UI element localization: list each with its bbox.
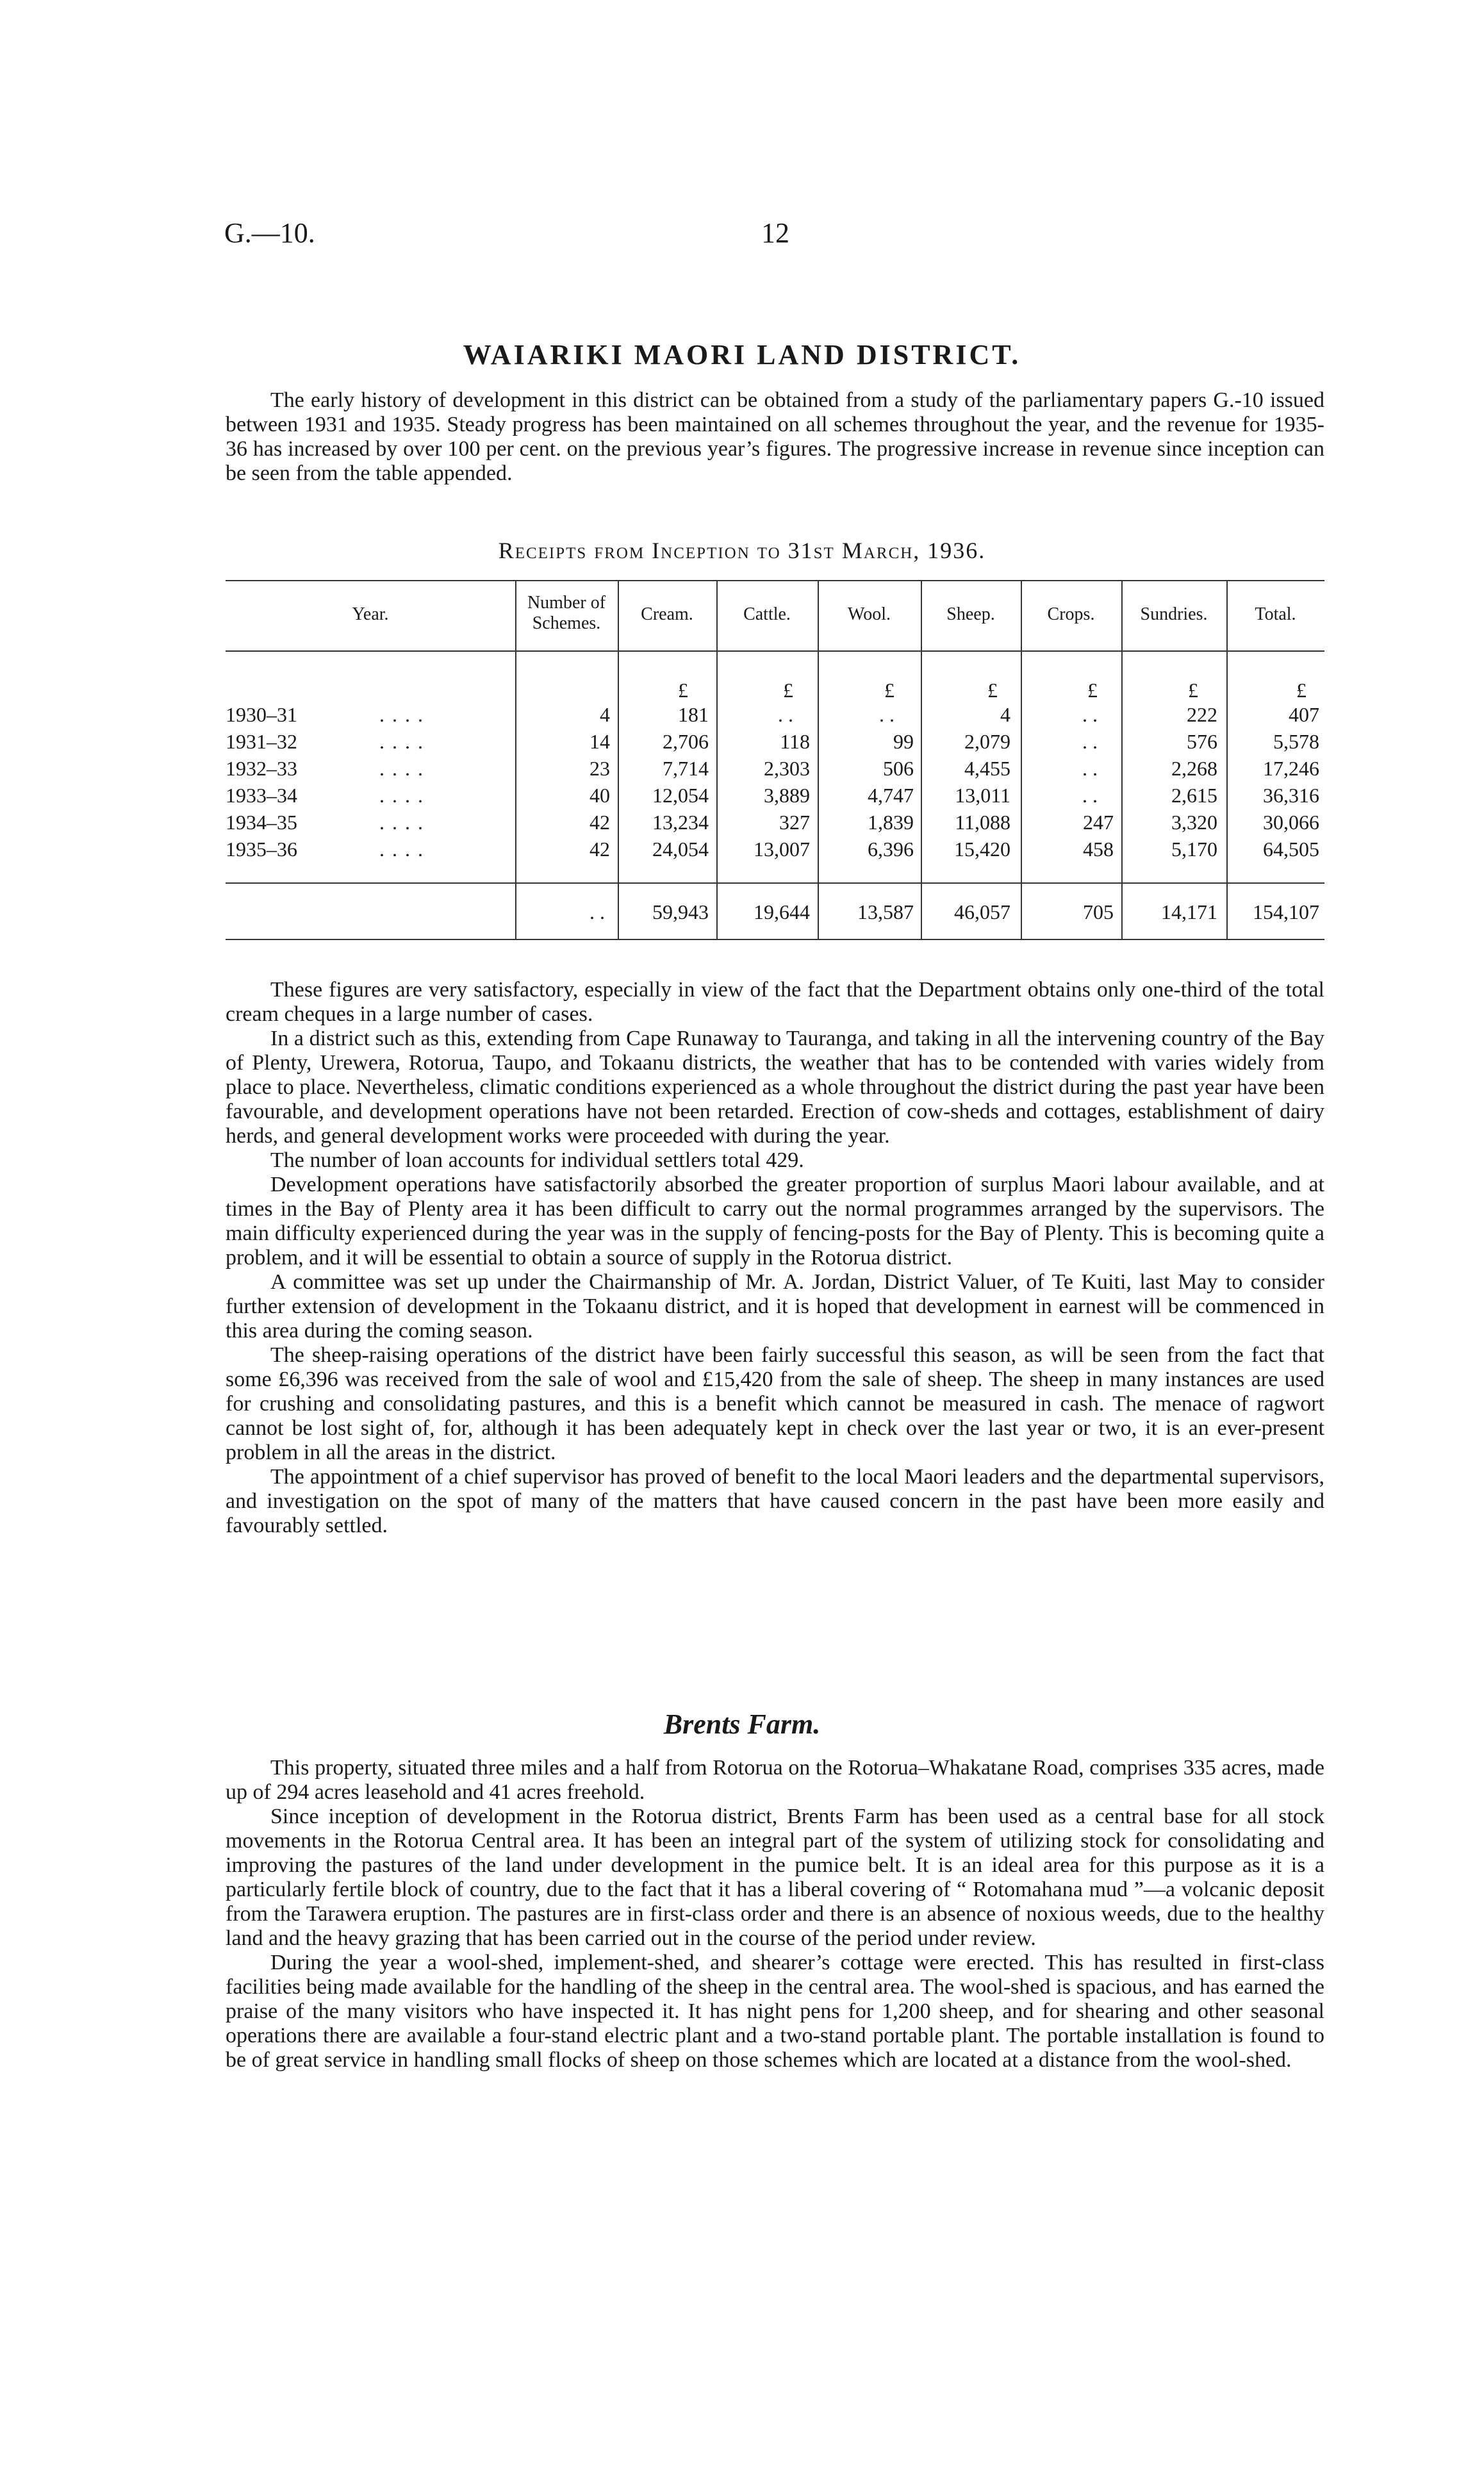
header-schemes: Number of Schemes.: [527, 593, 606, 633]
cell-total: 407: [1289, 703, 1319, 726]
row-leader-dots: . . . .: [379, 784, 424, 807]
cell-wool: 6,396: [868, 838, 914, 861]
header-cream: Cream.: [641, 604, 693, 624]
cell-total: 5,578: [1273, 730, 1319, 753]
currency-symbol: £: [1087, 679, 1098, 702]
paragraph: The number of loan accounts for individual settlers total 429.: [270, 1148, 804, 1172]
cell-sheep: 4,455: [964, 757, 1010, 780]
cell-sheep: 4: [1000, 703, 1010, 726]
row-leader-dots: . . . .: [379, 703, 424, 726]
paragraph: In a district such as this, extending from Cape Runaway to Tauranga, and taking in all the intervening country of the Bay of Plenty, Urewera, Rotorua, Taupo, and Tokaanu districts, the weather that has to be contended with varies widely from place to place. Nevertheless, climatic conditions experienced as a whole throughout the district during the past year have been favourable, and development operations have not been retarded. Erection of cow-sheds and cottages, establishment of dairy herds, and general development works were proceeded with during the year.: [226, 1027, 1324, 1148]
total-grand: 154,107: [1253, 900, 1319, 923]
row-leader-dots: . . . .: [379, 730, 424, 753]
header-sheep: Sheep.: [946, 604, 995, 624]
cell-total: 30,066: [1263, 811, 1319, 834]
table-body-rule: [226, 882, 1324, 884]
cell-cream: 181: [678, 703, 709, 726]
cell-wool: 506: [883, 757, 914, 780]
cell-sundries: 576: [1187, 730, 1217, 753]
cell-cattle: 118: [780, 730, 810, 753]
cell-crops: 247: [1083, 811, 1114, 834]
total-cream: 59,943: [652, 900, 709, 923]
cell-cattle: . .: [778, 703, 793, 726]
intro-text: The early history of development in this district can be obtained from a study of the parliamentary papers G.-10 issued between 1931 and 1935. Steady progress has been maintained on all schemes throughout the year, and the revenue for 1935-36 has increased by over 100 per cent. on the previous year’s figures. The progressive increase in revenue since inception can be seen from the table appended.: [226, 388, 1324, 485]
currency-symbol: £: [1296, 679, 1307, 702]
total-sheep: 46,057: [954, 900, 1010, 923]
cell-sundries: 2,268: [1171, 757, 1217, 780]
paragraph: The sheep-raising operations of the district have been fairly successful this season, as will be seen from the fact that some £6,396 was received from the sale of wool and £15,420 from the sale of sheep. The sheep in many instances are used for crushing and consolidating pastures, and this is a benefit which cannot be measured in cash. The menace of ragwort cannot be lost sight of, for, although it has been adequately kept in check over the last year or two, it is an ever-present problem in all the areas in the district.: [226, 1343, 1324, 1464]
cell-sundries: 222: [1187, 703, 1217, 726]
cell-sundries: 3,320: [1171, 811, 1217, 834]
table-header-rule: [226, 650, 1324, 652]
cell-sheep: 15,420: [954, 838, 1010, 861]
cell-schemes: 4: [600, 703, 610, 726]
row-year: 1931–32: [226, 730, 297, 753]
page-number: 12: [761, 217, 789, 249]
cell-schemes: 42: [589, 838, 610, 861]
row-year: 1935–36: [226, 838, 297, 861]
paragraph: Since inception of development in the Rotorua district, Brents Farm has been used as a central base for all stock movements in the Rotorua Central area. It has been an integral part of the system of utilizing stock for consolidating and improving the pastures of the land under development in the pumice belt. It is an ideal area for this purpose as it is a particularly fertile block of country, due to the fact that it has a liberal covering of “ Rotomahana mud ”—a volcanic deposit from the Tarawera eruption. The pastures are in first-class order and there is an absence of noxious weeds, due to the healthy land and the heavy grazing that has been carried out in the course of the period under review.: [226, 1805, 1324, 1950]
cell-crops: . .: [1082, 703, 1098, 726]
section-title: WAIARIKI MAORI LAND DISTRICT.: [463, 339, 1021, 370]
cell-sheep: 13,011: [955, 784, 1010, 807]
cell-sundries: 5,170: [1171, 838, 1217, 861]
cell-total: 36,316: [1263, 784, 1319, 807]
cell-cream: 7,714: [663, 757, 709, 780]
total-schemes: . .: [589, 900, 605, 923]
total-wool: 13,587: [857, 900, 914, 923]
paragraph: The appointment of a chief supervisor has proved of benefit to the local Maori leaders and the departmental supervisors, and investigation on the spot of many of the matters that have caused concern in the past have been more easily and favourably settled.: [226, 1465, 1324, 1537]
intro-paragraph: [226, 388, 1324, 486]
document-code: G.—10.: [224, 217, 315, 249]
total-crops: 705: [1083, 900, 1114, 923]
row-leader-dots: . . . .: [379, 811, 424, 834]
header-sundries: Sundries.: [1140, 604, 1208, 624]
cell-wool: 1,839: [868, 811, 914, 834]
cell-schemes: 40: [589, 784, 610, 807]
cell-schemes: 42: [589, 811, 610, 834]
cell-cream: 13,234: [652, 811, 709, 834]
currency-symbol: £: [678, 679, 688, 702]
currency-symbol: £: [987, 679, 998, 702]
cell-cattle: 3,889: [764, 784, 810, 807]
cell-crops: . .: [1082, 784, 1098, 807]
cell-schemes: 14: [589, 730, 610, 753]
header-cattle: Cattle.: [743, 604, 791, 624]
header-wool: Wool.: [848, 604, 891, 624]
table-top-rule: [226, 580, 1324, 581]
cell-crops: 458: [1083, 838, 1114, 861]
cell-wool: . .: [879, 703, 895, 726]
cell-sundries: 2,615: [1171, 784, 1217, 807]
cell-cattle: 2,303: [764, 757, 810, 780]
cell-total: 17,246: [1263, 757, 1319, 780]
cell-crops: . .: [1082, 730, 1098, 753]
currency-symbol: £: [783, 679, 793, 702]
total-sundries: 14,171: [1161, 900, 1217, 923]
paragraph: This property, situated three miles and a half from Rotorua on the Rotorua–Whakatane Road, comprises 335 acres, made up of 294 acres leasehold and 41 acres freehold.: [226, 1756, 1324, 1804]
cell-cream: 12,054: [652, 784, 709, 807]
total-cattle: 19,644: [754, 900, 810, 923]
header-total: Total.: [1255, 604, 1296, 624]
brents-farm-section: [226, 1756, 1324, 2072]
currency-symbol: £: [1188, 679, 1198, 702]
currency-symbol: £: [884, 679, 895, 702]
row-year: 1934–35: [226, 811, 297, 834]
cell-wool: 4,747: [868, 784, 914, 807]
cell-cattle: 13,007: [754, 838, 810, 861]
paragraph: During the year a wool-shed, implement-shed, and shearer’s cottage were erected. This has resulted in first-class facilities being made available for the handling of the sheep in the central area. The wool-shed is spacious, and has earned the praise of the many visitors who have inspected it. It has night pens for 1,200 sheep, and for shearing and other seasonal operations there are available a four-stand electric plant and a two-stand portable plant. The portable installation is found to be of great service in handling small flocks of sheep on those schemes which are located at a distance from the wool-shed.: [226, 1951, 1324, 2072]
cell-wool: 99: [893, 730, 914, 753]
header-year: Year.: [352, 604, 389, 624]
subsection-heading: Brents Farm.: [663, 1708, 821, 1740]
paragraph: These figures are very satisfactory, especially in view of the fact that the Department obtains only one-third of the total cream cheques in a large number of cases.: [226, 978, 1324, 1026]
cell-cattle: 327: [779, 811, 810, 834]
row-year: 1930–31: [226, 703, 297, 726]
commentary-section: [226, 978, 1324, 1538]
row-year: 1932–33: [226, 757, 297, 780]
cell-cream: 24,054: [652, 838, 709, 861]
table-bottom-rule: [226, 939, 1324, 940]
paragraph: Development operations have satisfactorily absorbed the greater proportion of surplus Maori labour available, and at times in the Bay of Plenty area it has been difficult to carry out the normal programmes arranged by the supervisors. The main difficulty experienced during the year was in the supply of fencing-posts for the Bay of Plenty. This is becoming quite a problem, and it will be essential to obtain a source of supply in the Rotorua district.: [226, 1173, 1324, 1270]
cell-total: 64,505: [1263, 838, 1319, 861]
receipts-table: [226, 580, 1324, 948]
cell-sheep: 2,079: [964, 730, 1010, 753]
cell-sheep: 11,088: [955, 811, 1010, 834]
row-year: 1933–34: [226, 784, 297, 807]
paragraph: A committee was set up under the Chairmanship of Mr. A. Jordan, District Valuer, of Te Kuiti, last May to consider further extension of development in the Tokaanu district, and it is hoped that development in earnest will be commenced in this area during the coming season.: [226, 1270, 1324, 1343]
row-leader-dots: . . . .: [379, 757, 424, 780]
cell-schemes: 23: [589, 757, 610, 780]
header-crops: Crops.: [1047, 604, 1095, 624]
table-caption: Receipts from Inception to 31st March, 1936.: [498, 538, 986, 563]
cell-crops: . .: [1082, 757, 1098, 780]
cell-cream: 2,706: [663, 730, 709, 753]
row-leader-dots: . . . .: [379, 838, 424, 861]
